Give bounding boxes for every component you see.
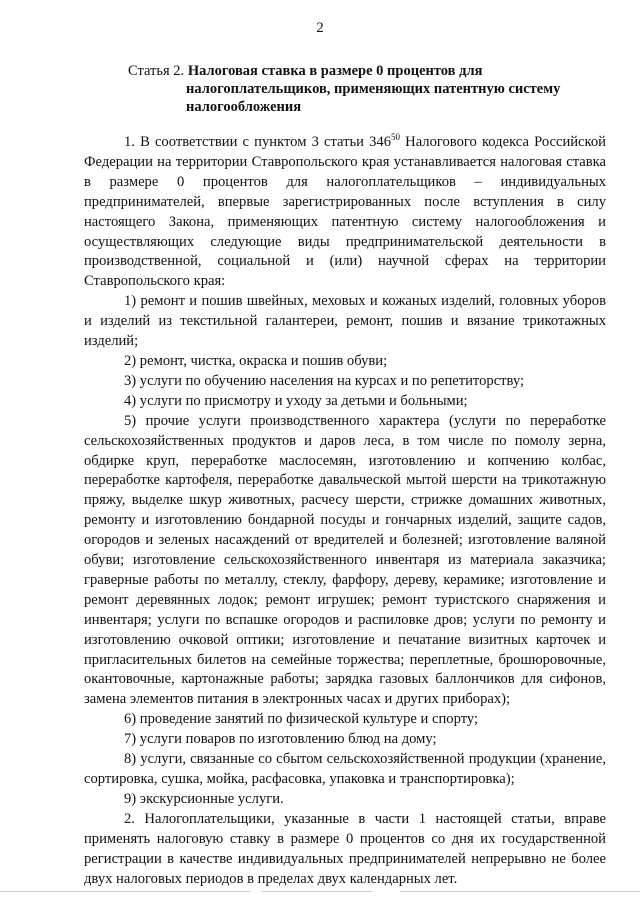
list-item-5: 5) прочие услуги производственного характера (услуги по переработке сельскохозяйственных продуктов и даров леса, в том числе по помолу зерна, обдирке круп, переработке маслосемян, изготовлению и копчению колбас, переработке картофеля, переработке давальческой мытой шерсти на трикотажную пряжу, выделке шкур животных, расчесу шерсти, стрижке домашних животных, ремонту и изготовлению бондарной посуды и гончарных изделий, защите садов, огородов и зеленых насаждений от вредителей и болезней; изготовление валяной обуви; изготовление сельскохозяйственного инвентаря из материала заказчика; граверные работы по металлу, стеклу, фарфору, дереву, керамике; изготовление и ремонт деревянных лодок; ремонт игрушек; ремонт туристского снаряжения и инвентаря; услуги по вспашке огородов и распиловке дров; услуги по ремонту и изготовлению очковой оптики; изготовление и печатание визитных карточек и пригласительных билетов на семейные торжества; переплетные, брошюровочные, окантовочные, картонажные работы; зарядка газовых баллончиков для сифонов, замена элементов питания в электронных часах и других приборах);: [84, 412, 606, 708]
part1-intro-end: Налогового кодекса Российской Федерации на территории Ставропольского края устанавливается налоговая ставка в размере 0 процентов для налогоплательщиков – индивидуальных предпринимателей, впервые зарегистрированных после вступления в силу настоящего Закона, применяющих патентную систему налогообложения и осуществляющих следующие виды предпринимательской деятельности в производственной, социальной и (или) научной сферах на территории Ставропольского края:: [84, 134, 606, 290]
list-item-1: 1) ремонт и пошив швейных, меховых и кожаных изделий, головных уборов и изделий из текстильной галантереи, ремонт, пошив и вязание трикотажных изделий;: [84, 293, 606, 350]
list-item-8: 8) услуги, связанные со сбытом сельскохозяйственной продукции (хранение, сортировка, сушка, мойка, расфасовка, упаковка и транспортировка);: [84, 751, 606, 787]
part2-paragraph: 2. Налогоплательщики, указанные в части 1 настоящей статьи, вправе применять налоговую ставку в размере 0 процентов со дня их государственной регистрации в качестве индивидуальных предпринимателей непрерывно не более двух налоговых периодов в пределах двух календарных лет.: [84, 810, 606, 887]
article-number-superscript: 50: [391, 132, 401, 142]
list-item-7: 7) услуги поваров по изготовлению блюд на дому;: [124, 731, 437, 748]
article-heading: [128, 62, 598, 116]
part1-intro-start: 1. В соответствии с пунктом 3 статьи 346: [124, 134, 392, 150]
article-body: [84, 133, 606, 889]
footer-divider-right: [400, 891, 640, 892]
footer-divider-left: [0, 891, 250, 892]
article-title-continuation: налогоплательщиков, применяющих патентную систему налогообложения: [186, 81, 561, 115]
article-title-first-line: Налоговая ставка в размере 0 процентов для: [187, 63, 483, 79]
list-item-3: 3) услуги по обучению населения на курсах и по репетиторству;: [124, 372, 525, 389]
list-item-2: 2) ремонт, чистка, окраска и пошив обуви;: [124, 352, 388, 369]
part1-intro: [84, 133, 606, 292]
list-item-9: 9) экскурсионные услуги.: [124, 790, 284, 807]
footer-divider-middle: [262, 891, 372, 892]
article-label: Статья 2.: [128, 63, 185, 79]
list-item-4: 4) услуги по присмотру и уходу за детьми и больными;: [124, 392, 468, 409]
list-item-6: 6) проведение занятий по физической культуре и спорту;: [124, 711, 479, 728]
page-number: 2: [316, 20, 324, 36]
